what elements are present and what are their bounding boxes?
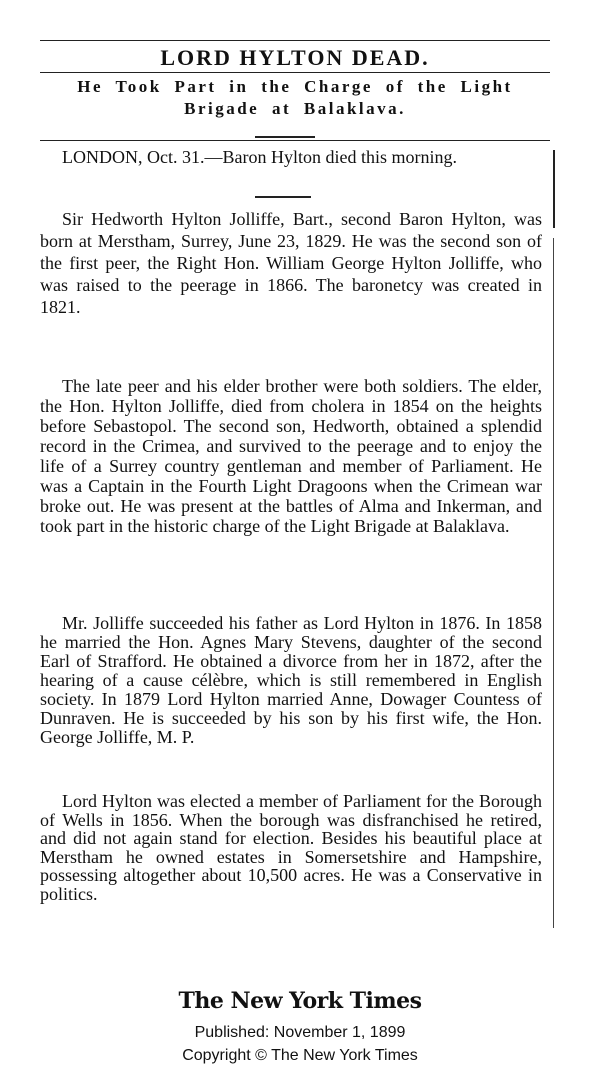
column-rule	[553, 150, 555, 228]
headline-rule	[40, 72, 550, 73]
body-paragraph: Sir Hedworth Hylton Jolliffe, Bart., second Baron Hylton, was born at Merstham, Surrey, June 23, 1829. He was the second son of the first peer, the Right Hon. William George Hylton Jolliffe, who was raised to the peerage in 1866. The baronetcy was created in 1821.	[40, 209, 542, 317]
top-rule	[40, 40, 550, 41]
body-paragraph: Mr. Jolliffe succeeded his father as Lord Hylton in 1876. In 1858 he married the Hon. Agnes Mary Stevens, daughter of the second Earl of Strafford. He obtained a divorce from her in 1872, after the hearing of a cause célèbre, which is still remembered in English society. In 1879 Lord Hylton married Anne, Dowager Countess of Dunraven. He is succeeded by his son by his first wife, the Hon. George Jolliffe, M. P.	[40, 613, 542, 747]
published-date: Published: November 1, 1899	[194, 1024, 406, 1041]
column-rule-lower	[553, 238, 554, 928]
section-divider	[255, 136, 315, 138]
body-paragraph: Lord Hylton was elected a member of Parliament for the Borough of Wells in 1856. When the borough was disfranchised he retired, and did not again stand for election. Besides his beautiful place at Merstham he owned estates in Somersetshire and Hampshire, possessing altogether about 10,500 acres. He was a Conservative in politics.	[40, 791, 542, 904]
headline: LORD HYLTON DEAD.	[160, 45, 430, 70]
dateline-paragraph: LONDON, Oct. 31.—Baron Hylton died this morning.	[62, 147, 457, 167]
copyright-notice: Copyright © The New York Times	[182, 1047, 418, 1064]
subheadline: He Took Part in the Charge of the Light Brigade at Balaklava.	[77, 77, 513, 118]
body-top-rule	[40, 140, 550, 141]
dateline-divider	[255, 196, 311, 198]
body-paragraph: The late peer and his elder brother were both soldiers. The elder, the Hon. Hylton Jolliffe, died from cholera in 1854 on the heights before Sebastopol. The second son, Hedworth, obtained a splendid record in the Crimea, and survived to the peerage and to enjoy the life of a Surrey country gentleman and member of Parliament. He was a Captain in the Fourth Light Dragoons when the Crimean war broke out. He was present at the battles of Alma and Inkerman, and took part in the historic charge of the Light Brigade at Balaklava.	[40, 376, 542, 536]
nyt-logo: The New York Times	[178, 988, 422, 1014]
